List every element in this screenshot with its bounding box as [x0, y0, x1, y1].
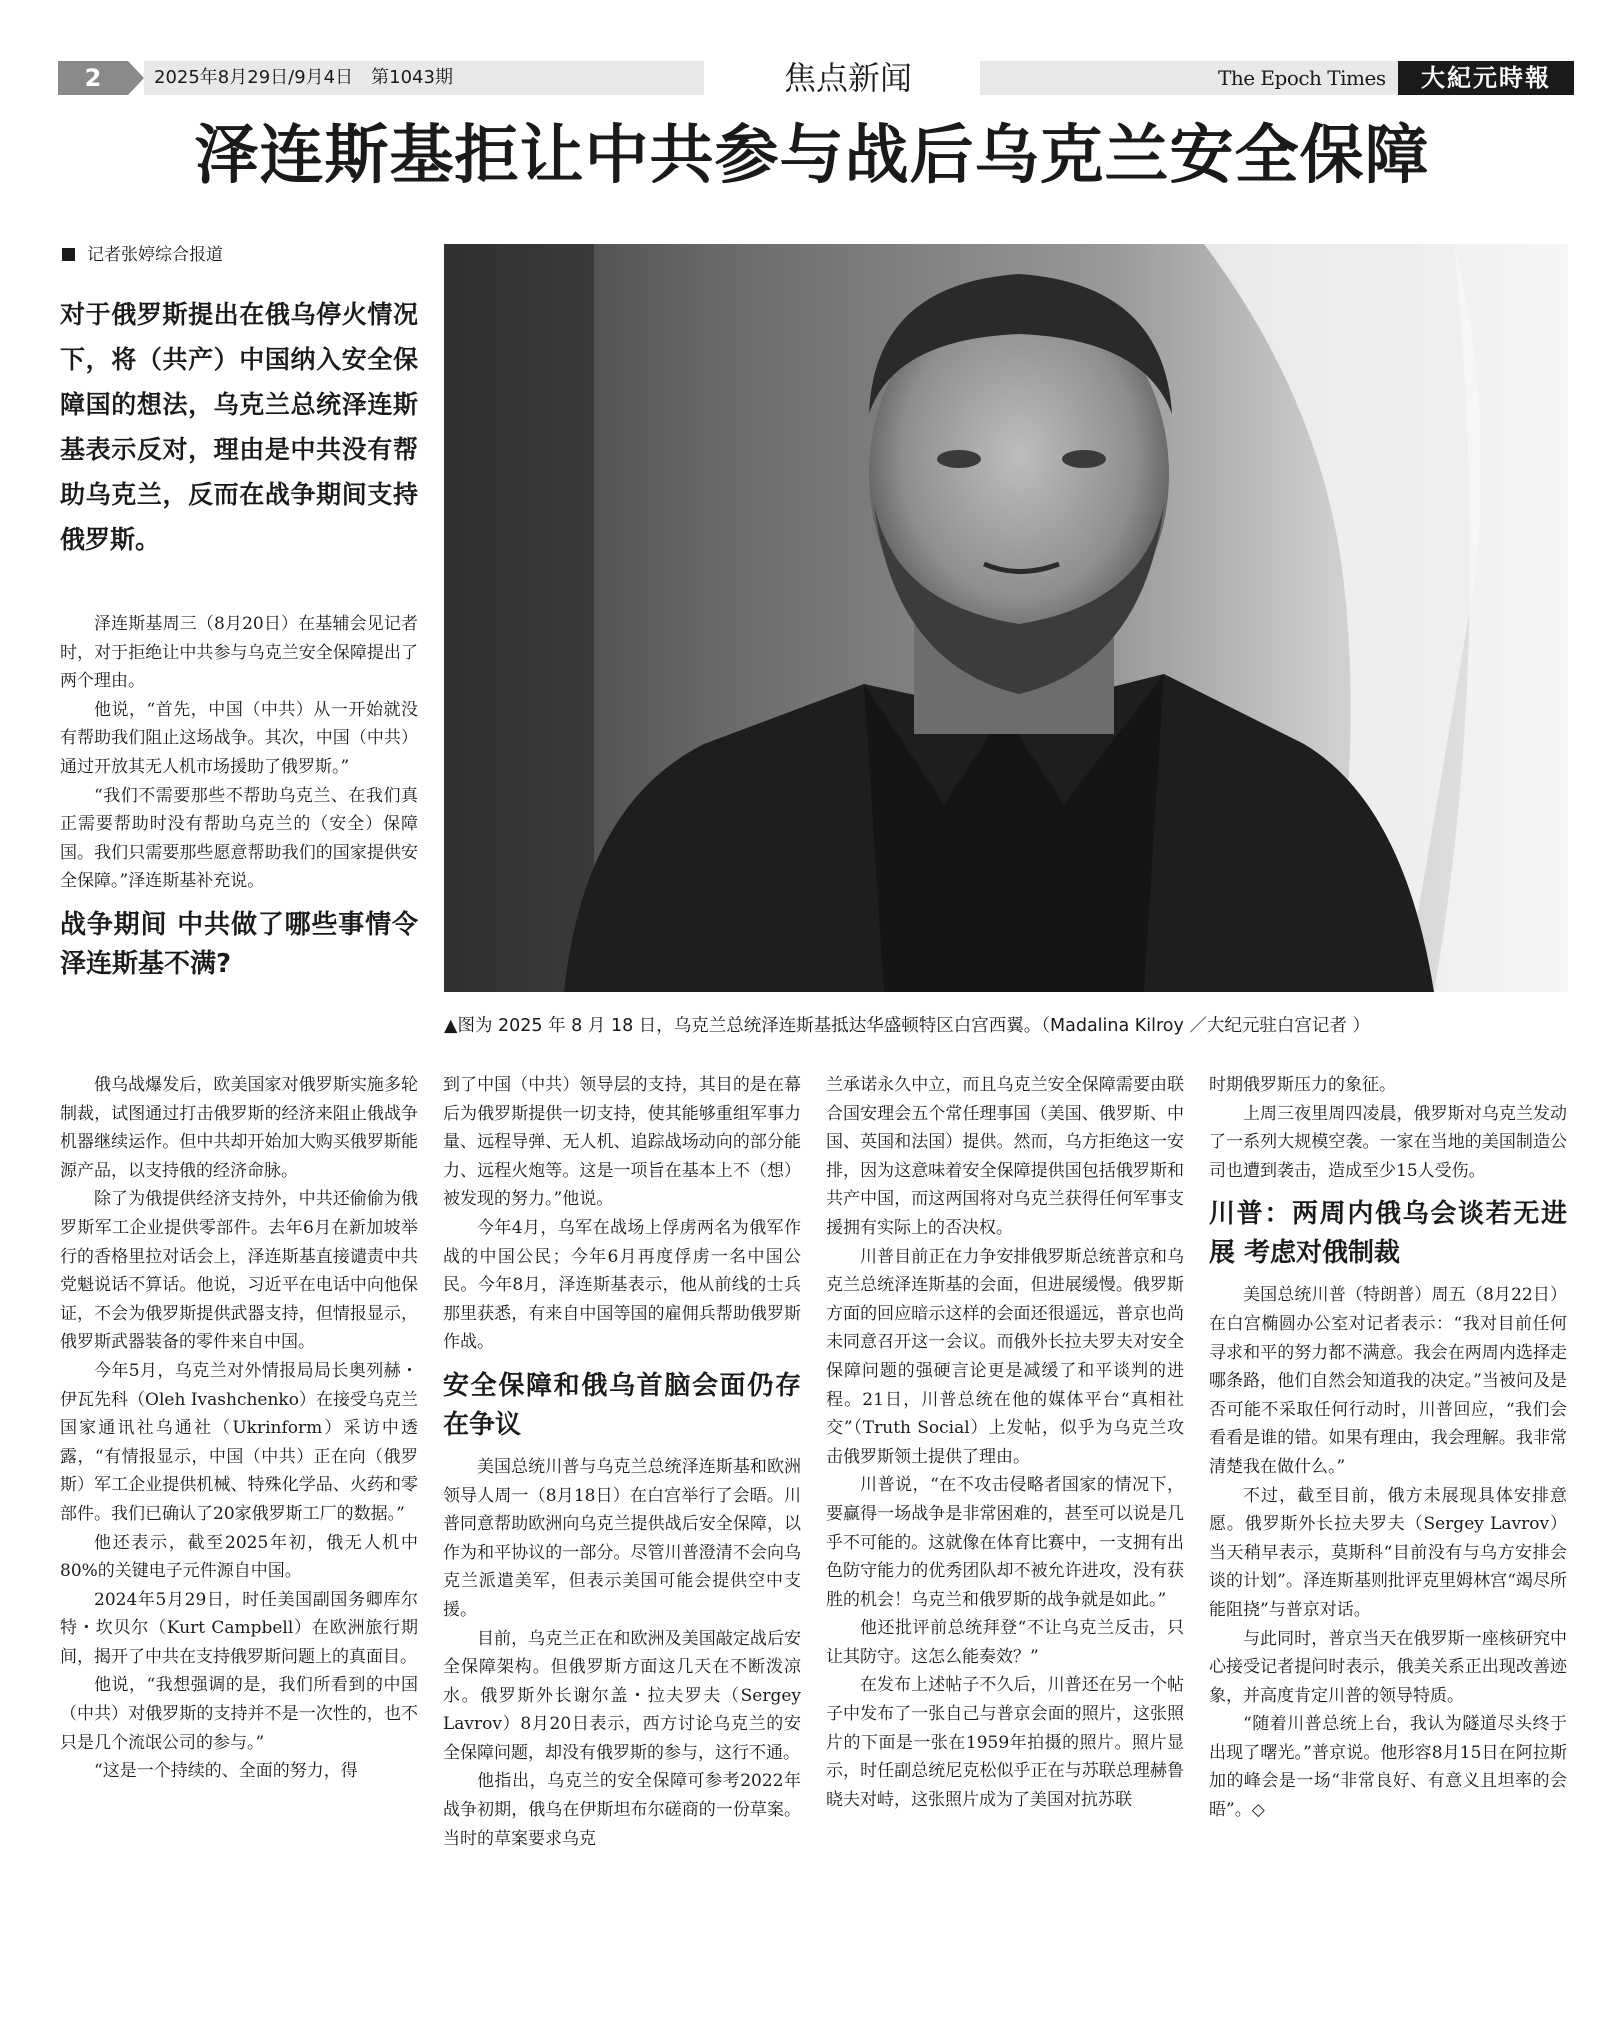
column-3: [826, 1071, 1184, 1814]
issue-date: 2025年8月29日/9月4日 第1043期: [144, 61, 704, 95]
paragraph: 他说，“我想强调的是，我们所看到的中国（中共）对俄罗斯的支持并不是一次性的，也不只是几个流氓公司的参与。”: [60, 1675, 418, 1753]
header-bar: [58, 61, 1574, 95]
paragraph: “我们不需要那些不帮助乌克兰、在我们真正需要帮助时没有帮助乌克兰的（安全）保障国。我们只需要那些愿意帮助我们的国家提供安全保障。”泽连斯基补充说。: [60, 785, 418, 892]
column-4: [1209, 1071, 1567, 1825]
paragraph: 与此同时，普京当天在俄罗斯一座核研究中心接受记者提问时表示，俄美关系正出现改善迹象，并高度肯定川普的领导特质。: [1209, 1628, 1567, 1706]
english-masthead: The Epoch Times: [1218, 66, 1386, 90]
byline: [62, 243, 223, 267]
paragraph: 今年4月，乌军在战场上俘虏两名为俄军作战的中国公民；今年6月再度俘虏一名中国公民。今年8月，泽连斯基表示，他从前线的士兵那里获悉，有来自中国等国的雇佣兵帮助俄罗斯作战。: [443, 1217, 801, 1353]
subheading: 战争期间 中共做了哪些事情令泽连斯基不满?: [60, 909, 418, 979]
page-number: 2: [58, 61, 128, 95]
paragraph: “这是一个持续的、全面的努力，得: [94, 1761, 358, 1782]
paragraph: 他还批评前总统拜登“不让乌克兰反击，只让其防守。这怎么能奏效？”: [826, 1618, 1184, 1667]
square-bullet-icon: [62, 248, 75, 261]
column-2: [443, 1071, 801, 1853]
paragraph: 在发布上述帖子不久后，川普还在另一个帖子中发布了一张自己与普京会面的照片，这张照片的下面是一张在1959年拍摄的照片。照片显示，时任副总统尼克松似乎正在与苏联总理赫鲁晓夫对峙，这张照片成为了美国对抗苏联: [826, 1675, 1184, 1810]
paragraph: 不过，截至目前，俄方未展现具体安排意愿。俄罗斯外长拉夫罗夫（Sergey Lavrov）当天稍早表示，莫斯科“目前没有与乌方安排会谈的计划”。泽连斯基则批评克里姆林宫“竭尽所能阻挠”与普京对话。: [1209, 1485, 1567, 1620]
paragraph: 美国总统川普与乌克兰总统泽连斯基和欧洲领导人周一（8月18日）在白宫举行了会晤。川普同意帮助欧洲向乌克兰提供战后安全保障，以作为和平协议的一部分。尽管川普澄清不会向乌克兰派遣美军，但表示美国可能会提供空中支援。: [443, 1456, 801, 1620]
photo-zelensky: [444, 244, 1568, 992]
paragraph: 目前，乌克兰正在和欧洲及美国敲定战后安全保障架构。但俄罗斯方面这几天在不断泼凉水。俄罗斯外长谢尔盖・拉夫罗夫（Sergey Lavrov）8月20日表示，西方讨论乌克兰的安全保障问题，却没有俄罗斯的参与，这行不通。: [443, 1628, 801, 1763]
byline-text: 记者张婷综合报道: [87, 245, 223, 265]
subheading: 川普：两周内俄乌会谈若无进展 考虑对俄制裁: [1209, 1199, 1567, 1269]
paragraph: 泽连斯基周三（8月20日）在基辅会见记者时，对于拒绝让中共参与乌克兰安全保障提出了两个理由。: [60, 614, 418, 692]
paragraph: 时期俄罗斯压力的象征。: [1209, 1075, 1396, 1095]
subheading: 安全保障和俄乌首脑会面仍存在争议: [443, 1370, 801, 1440]
column-1-top: [60, 610, 418, 992]
chinese-masthead-logo: 大紀元時報: [1398, 61, 1574, 95]
paragraph: 俄乌战爆发后，欧美国家对俄罗斯实施多轮制裁，试图通过打击俄罗斯的经济来阻止俄战争机器继续运作。但中共却开始加大购买俄罗斯能源产品，以支持俄的经济命脉。: [60, 1075, 418, 1181]
paragraph: 川普目前正在力争安排俄罗斯总统普京和乌克兰总统泽连斯基的会面，但进展缓慢。俄罗斯方面的回应暗示这样的会面还很遥远，普京也尚未同意召开这一会议。而俄外长拉夫罗夫对安全保障问题的强硬言论更是减缓了和平谈判的进程。21日，川普总统在他的媒体平台“真相社交”（Truth Social）上发帖，似乎为乌克兰攻击俄罗斯领土提供了理由。: [826, 1246, 1184, 1467]
paragraph: 兰承诺永久中立，而且乌克兰安全保障需要由联合国安理会五个常任理事国（美国、俄罗斯、中国、英国和法国）提供。然而，乌方拒绝这一安排，因为这意味着安全保障提供国包括俄罗斯和共产中国，而这两国将对乌克兰获得任何军事支援拥有实际上的否决权。: [826, 1075, 1184, 1238]
paragraph: 他还表示，截至2025年初，俄无人机中80%的关键电子元件源自中国。: [60, 1532, 418, 1582]
column-1-bottom: [60, 1071, 418, 1786]
headline: 泽连斯基拒让中共参与战后乌克兰安全保障: [194, 119, 1430, 193]
paragraph: 美国总统川普（特朗普）周五（8月22日）在白宫椭圆办公室对记者表示：“我对目前任何寻求和平的努力都不满意。我会在两周内选择走哪条路，他们自然会知道我的决定。”当被问及是否可能不采取任何行动时，川普回应，“我们会看看是谁的错。如果有理由，我会理解。我非常清楚我在做什么。”: [1209, 1285, 1567, 1477]
photo-image: [444, 244, 1568, 992]
paragraph: 除了为俄提供经济支持外，中共还偷偷为俄罗斯军工企业提供零部件。去年6月在新加坡举行的香格里拉对话会上，泽连斯基直接谴责中共党魁说话不算话。他说，习近平在电话中向他保证，不会为俄罗斯提供武器支持，但情报显示，俄罗斯武器装备的零件来自中国。: [60, 1189, 418, 1353]
paragraph: 他指出，乌克兰的安全保障可参考2022年战争初期，俄乌在伊斯坦布尔磋商的一份草案。当时的草案要求乌克: [443, 1771, 801, 1849]
section-title: 焦点新闻: [783, 59, 912, 97]
paragraph: 到了中国（中共）领导层的支持，其目的是在幕后为俄罗斯提供一切支持，使其能够重组军事力量、远程导弹、无人机、追踪战场动向的部分能力、远程火炮等。这是一项旨在基本上不（想）被发现的努力。”他说。: [443, 1075, 801, 1210]
paragraph: 上周三夜里周四凌晨，俄罗斯对乌克兰发动了一系列大规模空袭。一家在当地的美国制造公司也遭到袭击，造成至少15人受伤。: [1209, 1103, 1567, 1181]
paragraph: 川普说，“在不攻击侵略者国家的情况下，要赢得一场战争是非常困难的，甚至可以说是几乎不可能的。这就像在体育比赛中，一支拥有出色防守能力的优秀团队却不被允许进攻，没有获胜的机会！乌克兰和俄罗斯的战争就是如此。”: [826, 1475, 1184, 1610]
paragraph: 2024年5月29日，时任美国副国务卿库尔特・坎贝尔（Kurt Campbell）在欧洲旅行期间，揭开了中共在支持俄罗斯问题上的真面目。: [60, 1589, 418, 1667]
lead-paragraph: 对于俄罗斯提出在俄乌停火情况下，将（共产）中国纳入安全保障国的想法，乌克兰总统泽连斯基表示反对，理由是中共没有帮助乌克兰，反而在战争期间支持俄罗斯。: [60, 300, 418, 554]
paragraph: 他说，“首先，中国（中共）从一开始就没有帮助我们阻止这场战争。其次，中国（中共）通过开放其无人机市场援助了俄罗斯。”: [60, 699, 418, 777]
paragraph: 今年5月，乌克兰对外情报局局长奥列赫・伊瓦先科（Oleh Ivashchenko）在接受乌克兰国家通讯社乌通社（Ukrinform）采访中透露，“有情报显示，中国（中共）正在向（俄罗斯）军工企业提供机械、特殊化学品、火药和零部件。我们已确认了20家俄罗斯工厂的数据。”: [60, 1360, 418, 1524]
photo-caption: ▲图为 2025 年 8 月 18 日，乌克兰总统泽连斯基抵达华盛顿特区白宫西翼。（Madalina Kilroy ／大纪元驻白宫记者 ）: [444, 1016, 1370, 1036]
paragraph: “随着川普总统上台，我认为隧道尽头终于出现了曙光。”普京说。他形容8月15日在阿拉斯加的峰会是一场“非常良好、有意义且坦率的会晤”。◇: [1209, 1714, 1567, 1821]
